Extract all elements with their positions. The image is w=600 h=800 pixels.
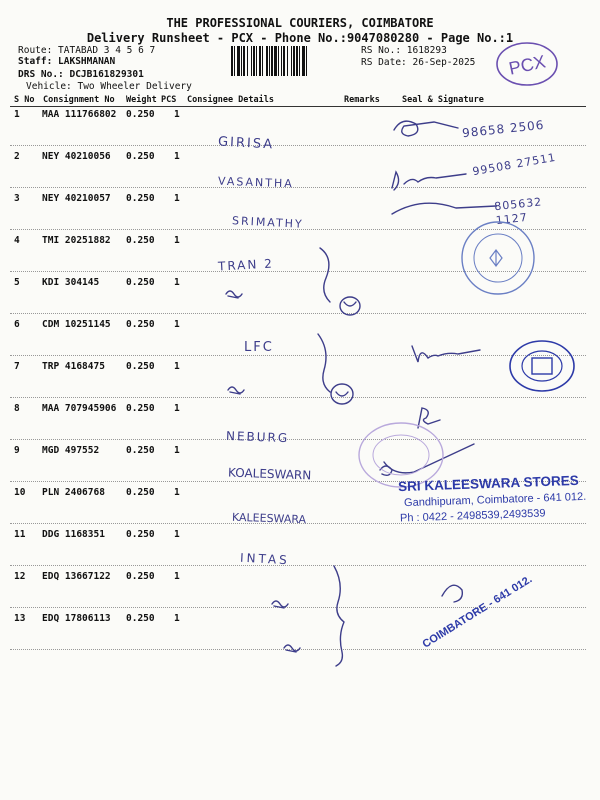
- handwritten-name-3: SRIMATHY: [231, 214, 305, 231]
- row-sno: 13: [14, 613, 26, 624]
- row-consignment: KDI 304145: [42, 277, 100, 288]
- row-sno: 11: [14, 529, 26, 540]
- row-sno: 9: [14, 445, 20, 456]
- row-pcs: 1: [174, 109, 180, 120]
- row-sno: 2: [14, 151, 20, 162]
- row-consignment: MAA 707945906: [42, 403, 117, 414]
- row-consignment: CDM 10251145: [42, 319, 111, 330]
- handwritten-name-2: VASANTHA: [217, 174, 295, 191]
- row-consignment: NEY 40210056: [42, 151, 111, 162]
- row-sno: 5: [14, 277, 20, 288]
- handwritten-phone-3: 805632 1127: [493, 195, 543, 228]
- row-consignment: TMI 20251882: [42, 235, 111, 246]
- runsheet-subtitle: Delivery Runsheet - PCX - Phone No.:9047080280 - Page No.:1: [86, 31, 514, 45]
- handwritten-phone-1: 98658 2506: [461, 117, 546, 141]
- vehicle-label: Vehicle: Two Wheeler Delivery: [26, 81, 192, 92]
- rs-date: RS Date: 26-Sep-2025: [361, 57, 476, 68]
- row-weight: 0.250: [126, 277, 155, 288]
- handwritten-name-11: INTAS: [239, 550, 291, 568]
- row-sno: 12: [14, 571, 26, 582]
- row-pcs: 1: [174, 235, 180, 246]
- round-office-stamp: [506, 338, 578, 394]
- row-consignment: DDG 1168351: [42, 529, 105, 540]
- row-weight: 0.250: [126, 487, 155, 498]
- row-pcs: 1: [174, 571, 180, 582]
- row-weight: 0.250: [126, 529, 155, 540]
- row-pcs: 1: [174, 277, 180, 288]
- row-sno: 10: [14, 487, 26, 498]
- col-sno: S No: [14, 95, 35, 105]
- row-weight: 0.250: [126, 151, 155, 162]
- rs-number: RS No.: 1618293: [361, 45, 447, 56]
- row-pcs: 1: [174, 613, 180, 624]
- row-pcs: 1: [174, 151, 180, 162]
- col-pcs: PCS: [161, 95, 177, 105]
- row-weight: 0.250: [126, 403, 155, 414]
- runsheet-company-title: THE PROFESSIONAL COURIERS, COIMBATORE: [166, 16, 434, 30]
- row-consignment: MAA 111766802: [42, 109, 117, 120]
- row-consignment: EDQ 17806113: [42, 613, 111, 624]
- row-sno: 6: [14, 319, 20, 330]
- handwritten-name-9: KOALESWARN: [227, 465, 312, 483]
- row-weight: 0.250: [126, 613, 155, 624]
- row-consignment: EDQ 13667122: [42, 571, 111, 582]
- row-weight: 0.250: [126, 571, 155, 582]
- row-consignment: NEY 40210057: [42, 193, 111, 204]
- stamp-shop-address: Gandhipuram, Coimbatore - 641 012.: [403, 490, 587, 510]
- row-pcs: 1: [174, 529, 180, 540]
- row-consignment: PLN 2406768: [42, 487, 105, 498]
- row-sno: 7: [14, 361, 20, 372]
- col-seal-signature: Seal & Signature: [402, 95, 484, 105]
- pcx-stamp-text: PCX: [507, 51, 548, 79]
- handwritten-name-1: GIRISA: [217, 134, 275, 153]
- row-weight: 0.250: [126, 445, 155, 456]
- handwritten-name-8: NEBURG: [225, 428, 290, 446]
- row-sno: 1: [14, 109, 20, 120]
- row-sno: 3: [14, 193, 20, 204]
- col-weight: Weight: [126, 95, 157, 105]
- row-pcs: 1: [174, 487, 180, 498]
- row-weight: 0.250: [126, 109, 155, 120]
- row-consignment: TRP 4168475: [42, 361, 105, 372]
- handwritten-phone-2: 99508 27511: [471, 150, 557, 179]
- tran-india-stamp: [458, 218, 538, 298]
- handwritten-name-6: LFC: [244, 340, 274, 355]
- row-pcs: 1: [174, 403, 180, 414]
- row-sno: 4: [14, 235, 20, 246]
- staff-label: Staff: LAKSHMANAN: [18, 56, 116, 67]
- col-consignee-details: Consignee Details: [187, 95, 274, 105]
- row-weight: 0.250: [126, 235, 155, 246]
- handwritten-name-4: TRAN 2: [217, 256, 275, 274]
- row-pcs: 1: [174, 193, 180, 204]
- row-sno: 8: [14, 403, 20, 414]
- row-weight: 0.250: [126, 361, 155, 372]
- row-consignment: MGD 497552: [42, 445, 100, 456]
- col-remarks: Remarks: [344, 95, 380, 105]
- stamp-shop-name: SRI KALEESWARA STORES: [397, 472, 579, 495]
- drs-number: DRS No.: DCJB161829301: [18, 69, 144, 80]
- row-pcs: 1: [174, 319, 180, 330]
- stamp-shop-phone: Ph : 0422 - 2498539,2493539: [399, 507, 546, 525]
- rotated-address-stamp: COIMBATORE - 641 012.: [420, 573, 535, 651]
- row-pcs: 1: [174, 361, 180, 372]
- row-pcs: 1: [174, 445, 180, 456]
- row-weight: 0.250: [126, 193, 155, 204]
- handwritten-name-10: KALEESWARA: [231, 510, 307, 527]
- route-label: Route: TATABAD 3 4 5 6 7: [18, 45, 156, 56]
- col-consignment: Consignment No: [43, 95, 115, 105]
- row-weight: 0.250: [126, 319, 155, 330]
